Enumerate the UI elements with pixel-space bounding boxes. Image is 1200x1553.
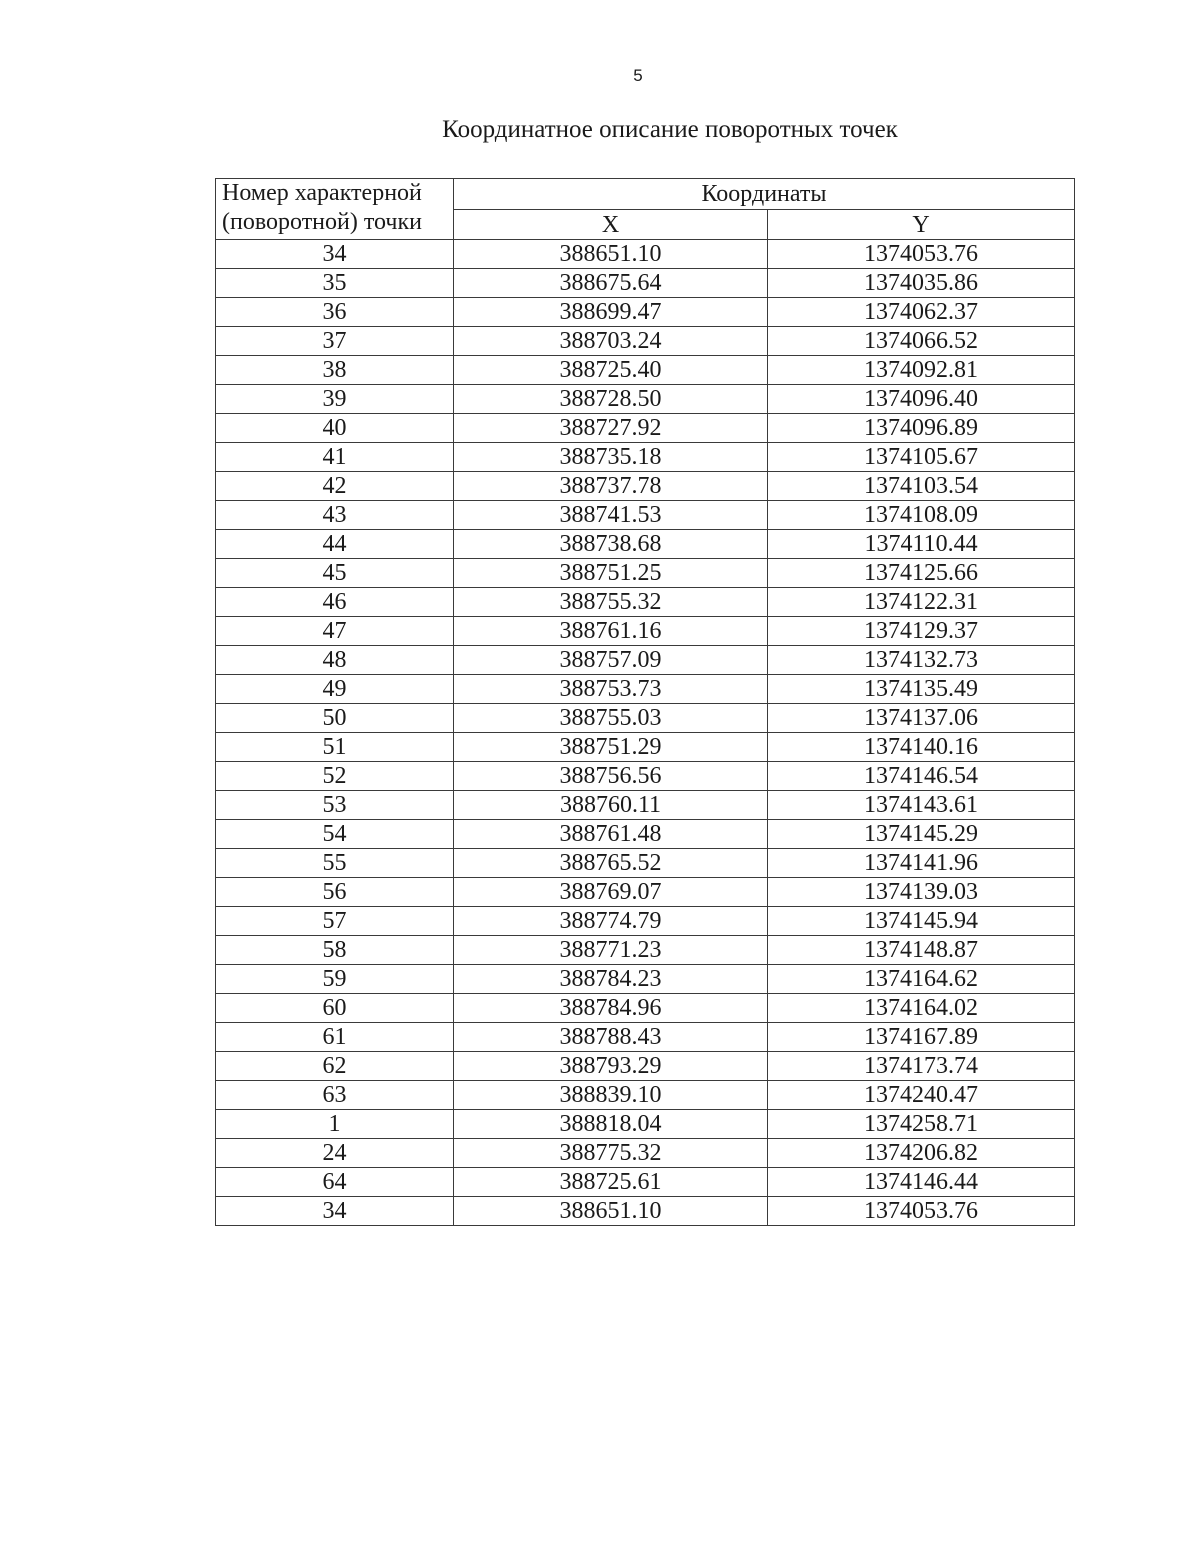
- point-number-cell: 48: [216, 646, 454, 675]
- point-number-cell: 1: [216, 1110, 454, 1139]
- table-row: [216, 907, 1075, 936]
- x-coordinate-cell: 388725.40: [454, 356, 768, 385]
- point-number-cell: 38: [216, 356, 454, 385]
- point-number-header-line2: (поворотной) точки: [222, 209, 422, 235]
- table-row: [216, 385, 1075, 414]
- table-row: [216, 791, 1075, 820]
- point-number-cell: 53: [216, 791, 454, 820]
- y-coordinate-cell: 1374053.76: [768, 240, 1075, 269]
- y-coordinate-cell: 1374140.16: [768, 733, 1075, 762]
- table-row: [216, 530, 1075, 559]
- point-number-cell: 61: [216, 1023, 454, 1052]
- y-column-header: Y: [768, 210, 1075, 240]
- coordinates-table: [215, 178, 1075, 1226]
- table-row: [216, 1110, 1075, 1139]
- y-coordinate-cell: 1374148.87: [768, 936, 1075, 965]
- y-coordinate-cell: 1374035.86: [768, 269, 1075, 298]
- point-number-cell: 39: [216, 385, 454, 414]
- y-coordinate-cell: 1374105.67: [768, 443, 1075, 472]
- table-row: [216, 1052, 1075, 1081]
- x-coordinate-cell: 388699.47: [454, 298, 768, 327]
- table-row: [216, 965, 1075, 994]
- point-number-cell: 50: [216, 704, 454, 733]
- table-row: [216, 559, 1075, 588]
- point-number-cell: 54: [216, 820, 454, 849]
- table-row: [216, 472, 1075, 501]
- point-number-cell: 44: [216, 530, 454, 559]
- y-coordinate-cell: 1374110.44: [768, 530, 1075, 559]
- table-row: [216, 1168, 1075, 1197]
- point-number-cell: 64: [216, 1168, 454, 1197]
- point-number-cell: 56: [216, 878, 454, 907]
- x-coordinate-cell: 388765.52: [454, 849, 768, 878]
- point-number-cell: 59: [216, 965, 454, 994]
- table-row: [216, 414, 1075, 443]
- table-row: [216, 240, 1075, 269]
- x-coordinate-cell: 388793.29: [454, 1052, 768, 1081]
- x-coordinate-cell: 388757.09: [454, 646, 768, 675]
- y-coordinate-cell: 1374108.09: [768, 501, 1075, 530]
- x-coordinate-cell: 388784.96: [454, 994, 768, 1023]
- y-coordinate-cell: 1374122.31: [768, 588, 1075, 617]
- x-coordinate-cell: 388760.11: [454, 791, 768, 820]
- table-row: [216, 356, 1075, 385]
- table-header: [216, 179, 1075, 240]
- y-coordinate-cell: 1374062.37: [768, 298, 1075, 327]
- y-coordinate-cell: 1374258.71: [768, 1110, 1075, 1139]
- point-number-cell: 60: [216, 994, 454, 1023]
- table-row: [216, 733, 1075, 762]
- y-coordinate-cell: 1374096.89: [768, 414, 1075, 443]
- y-coordinate-cell: 1374173.74: [768, 1052, 1075, 1081]
- y-coordinate-cell: 1374129.37: [768, 617, 1075, 646]
- table-row: [216, 269, 1075, 298]
- table-row: [216, 588, 1075, 617]
- table-row: [216, 617, 1075, 646]
- x-coordinate-cell: 388725.61: [454, 1168, 768, 1197]
- table-row: [216, 327, 1075, 356]
- x-coordinate-cell: 388651.10: [454, 1197, 768, 1226]
- table-row: [216, 849, 1075, 878]
- table-row: [216, 936, 1075, 965]
- page-title: Координатное описание поворотных точек: [442, 116, 898, 143]
- point-number-cell: 42: [216, 472, 454, 501]
- x-coordinate-cell: 388675.64: [454, 269, 768, 298]
- y-coordinate-cell: 1374053.76: [768, 1197, 1075, 1226]
- point-number-cell: 24: [216, 1139, 454, 1168]
- point-number-cell: 46: [216, 588, 454, 617]
- table-row: [216, 878, 1075, 907]
- y-coordinate-cell: 1374137.06: [768, 704, 1075, 733]
- x-coordinate-cell: 388818.04: [454, 1110, 768, 1139]
- x-coordinate-cell: 388751.25: [454, 559, 768, 588]
- page-number: 5: [633, 66, 643, 85]
- point-number-header: [216, 179, 454, 240]
- table-row: [216, 298, 1075, 327]
- x-coordinate-cell: 388738.68: [454, 530, 768, 559]
- table-row: [216, 501, 1075, 530]
- x-column-header: X: [454, 210, 768, 240]
- point-number-cell: 57: [216, 907, 454, 936]
- x-coordinate-cell: 388788.43: [454, 1023, 768, 1052]
- x-coordinate-cell: 388756.56: [454, 762, 768, 791]
- x-coordinate-cell: 388771.23: [454, 936, 768, 965]
- x-coordinate-cell: 388651.10: [454, 240, 768, 269]
- point-number-cell: 52: [216, 762, 454, 791]
- x-coordinate-cell: 388703.24: [454, 327, 768, 356]
- point-number-cell: 51: [216, 733, 454, 762]
- x-coordinate-cell: 388753.73: [454, 675, 768, 704]
- y-coordinate-cell: 1374132.73: [768, 646, 1075, 675]
- point-number-cell: 40: [216, 414, 454, 443]
- y-coordinate-cell: 1374167.89: [768, 1023, 1075, 1052]
- x-coordinate-cell: 388769.07: [454, 878, 768, 907]
- y-coordinate-cell: 1374146.44: [768, 1168, 1075, 1197]
- point-number-cell: 45: [216, 559, 454, 588]
- x-coordinate-cell: 388755.03: [454, 704, 768, 733]
- table-row: [216, 762, 1075, 791]
- x-coordinate-cell: 388761.16: [454, 617, 768, 646]
- table-row: [216, 994, 1075, 1023]
- x-coordinate-cell: 388728.50: [454, 385, 768, 414]
- x-coordinate-cell: 388775.32: [454, 1139, 768, 1168]
- x-coordinate-cell: 388784.23: [454, 965, 768, 994]
- table-row: [216, 1197, 1075, 1226]
- x-coordinate-cell: 388774.79: [454, 907, 768, 936]
- y-coordinate-cell: 1374143.61: [768, 791, 1075, 820]
- point-number-cell: 34: [216, 1197, 454, 1226]
- table-row: [216, 1139, 1075, 1168]
- point-number-cell: 62: [216, 1052, 454, 1081]
- y-coordinate-cell: 1374164.62: [768, 965, 1075, 994]
- y-coordinate-cell: 1374240.47: [768, 1081, 1075, 1110]
- coordinates-header: Координаты: [454, 179, 1075, 210]
- y-coordinate-cell: 1374145.29: [768, 820, 1075, 849]
- x-coordinate-cell: 388761.48: [454, 820, 768, 849]
- x-coordinate-cell: 388741.53: [454, 501, 768, 530]
- y-coordinate-cell: 1374135.49: [768, 675, 1075, 704]
- table-row: [216, 820, 1075, 849]
- x-coordinate-cell: 388755.32: [454, 588, 768, 617]
- point-number-cell: 37: [216, 327, 454, 356]
- point-number-cell: 58: [216, 936, 454, 965]
- x-coordinate-cell: 388737.78: [454, 472, 768, 501]
- y-coordinate-cell: 1374145.94: [768, 907, 1075, 936]
- point-number-cell: 63: [216, 1081, 454, 1110]
- table-row: [216, 443, 1075, 472]
- table-row: [216, 675, 1075, 704]
- table-row: [216, 704, 1075, 733]
- table-row: [216, 1023, 1075, 1052]
- y-coordinate-cell: 1374125.66: [768, 559, 1075, 588]
- y-coordinate-cell: 1374066.52: [768, 327, 1075, 356]
- y-coordinate-cell: 1374139.03: [768, 878, 1075, 907]
- y-coordinate-cell: 1374164.02: [768, 994, 1075, 1023]
- point-number-cell: 36: [216, 298, 454, 327]
- point-number-header-line1: Номер характерной: [222, 180, 422, 206]
- point-number-cell: 41: [216, 443, 454, 472]
- x-coordinate-cell: 388727.92: [454, 414, 768, 443]
- table-row: [216, 646, 1075, 675]
- table-body: [216, 240, 1075, 1226]
- x-coordinate-cell: 388751.29: [454, 733, 768, 762]
- x-coordinate-cell: 388839.10: [454, 1081, 768, 1110]
- y-coordinate-cell: 1374206.82: [768, 1139, 1075, 1168]
- table-row: [216, 1081, 1075, 1110]
- x-coordinate-cell: 388735.18: [454, 443, 768, 472]
- point-number-cell: 34: [216, 240, 454, 269]
- point-number-cell: 47: [216, 617, 454, 646]
- y-coordinate-cell: 1374096.40: [768, 385, 1075, 414]
- y-coordinate-cell: 1374103.54: [768, 472, 1075, 501]
- y-coordinate-cell: 1374141.96: [768, 849, 1075, 878]
- y-coordinate-cell: 1374146.54: [768, 762, 1075, 791]
- point-number-cell: 35: [216, 269, 454, 298]
- y-coordinate-cell: 1374092.81: [768, 356, 1075, 385]
- point-number-cell: 55: [216, 849, 454, 878]
- point-number-cell: 49: [216, 675, 454, 704]
- point-number-cell: 43: [216, 501, 454, 530]
